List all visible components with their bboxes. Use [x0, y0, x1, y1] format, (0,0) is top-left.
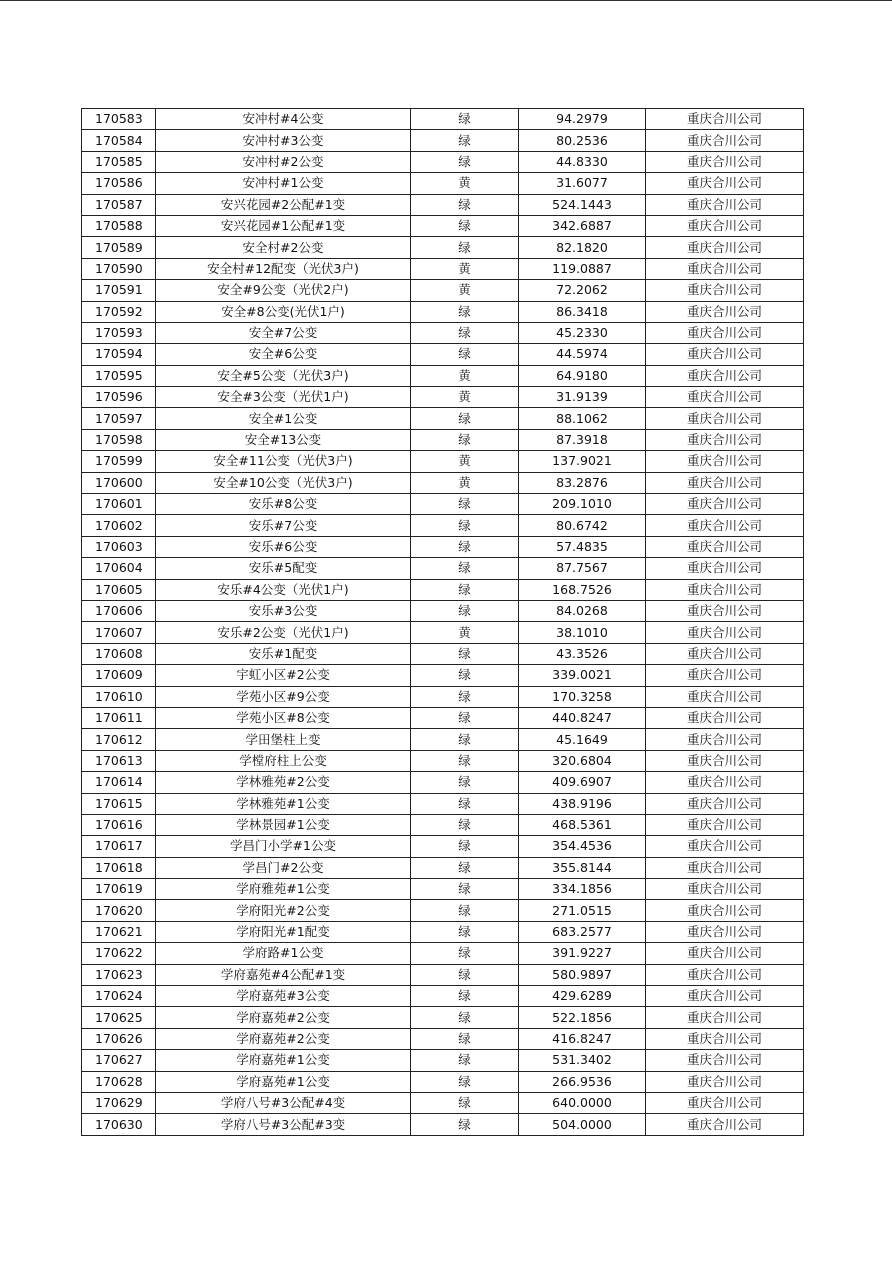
company-cell: 重庆合川公司 [646, 772, 804, 793]
value-cell: 88.1062 [519, 408, 646, 429]
table-row [82, 322, 804, 343]
transformer-name-cell: 安全#3公变（光伏1户) [156, 387, 411, 408]
company-cell: 重庆合川公司 [646, 579, 804, 600]
row-id-cell: 170619 [82, 879, 156, 900]
row-id-cell: 170616 [82, 814, 156, 835]
status-cell: 黄 [411, 280, 519, 301]
status-cell: 绿 [411, 707, 519, 728]
company-cell: 重庆合川公司 [646, 600, 804, 621]
status-cell: 绿 [411, 579, 519, 600]
row-id-cell: 170611 [82, 707, 156, 728]
transformer-name-cell: 安冲村#4公变 [156, 109, 411, 130]
table-row [82, 622, 804, 643]
company-cell: 重庆合川公司 [646, 836, 804, 857]
transformer-name-cell: 安全#10公变（光伏3户) [156, 472, 411, 493]
company-cell: 重庆合川公司 [646, 943, 804, 964]
row-id-cell: 170585 [82, 151, 156, 172]
row-id-cell: 170622 [82, 943, 156, 964]
company-cell: 重庆合川公司 [646, 643, 804, 664]
table-row [82, 344, 804, 365]
row-id-cell: 170628 [82, 1071, 156, 1092]
row-id-cell: 170609 [82, 665, 156, 686]
row-id-cell: 170590 [82, 258, 156, 279]
status-cell: 绿 [411, 665, 519, 686]
status-cell: 绿 [411, 515, 519, 536]
company-cell: 重庆合川公司 [646, 750, 804, 771]
value-cell: 320.6804 [519, 750, 646, 771]
row-id-cell: 170584 [82, 130, 156, 151]
table-row [82, 1071, 804, 1092]
page-top-border [0, 0, 892, 1]
status-cell: 绿 [411, 109, 519, 130]
company-cell: 重庆合川公司 [646, 921, 804, 942]
table-row [82, 921, 804, 942]
company-cell: 重庆合川公司 [646, 429, 804, 450]
status-cell: 绿 [411, 1114, 519, 1135]
transformer-name-cell: 学府阳光#2公变 [156, 900, 411, 921]
transformer-name-cell: 学樘府柱上公变 [156, 750, 411, 771]
row-id-cell: 170587 [82, 194, 156, 215]
company-cell: 重庆合川公司 [646, 558, 804, 579]
value-cell: 504.0000 [519, 1114, 646, 1135]
transformer-name-cell: 安冲村#2公变 [156, 151, 411, 172]
status-cell: 绿 [411, 1092, 519, 1113]
company-cell: 重庆合川公司 [646, 387, 804, 408]
status-cell: 黄 [411, 365, 519, 386]
status-cell: 绿 [411, 322, 519, 343]
transformer-name-cell: 安乐#2公变（光伏1户) [156, 622, 411, 643]
value-cell: 355.8144 [519, 857, 646, 878]
table-row [82, 857, 804, 878]
row-id-cell: 170599 [82, 451, 156, 472]
row-id-cell: 170593 [82, 322, 156, 343]
row-id-cell: 170615 [82, 793, 156, 814]
transformer-name-cell: 安全#8公变(光伏1户) [156, 301, 411, 322]
transformer-name-cell: 安全村#2公变 [156, 237, 411, 258]
table-row [82, 429, 804, 450]
table-row [82, 194, 804, 215]
company-cell: 重庆合川公司 [646, 130, 804, 151]
company-cell: 重庆合川公司 [646, 1092, 804, 1113]
status-cell: 绿 [411, 237, 519, 258]
status-cell: 绿 [411, 130, 519, 151]
row-id-cell: 170604 [82, 558, 156, 579]
company-cell: 重庆合川公司 [646, 879, 804, 900]
transformer-name-cell: 安乐#8公变 [156, 494, 411, 515]
table-row [82, 258, 804, 279]
company-cell: 重庆合川公司 [646, 301, 804, 322]
status-cell: 绿 [411, 921, 519, 942]
value-cell: 119.0887 [519, 258, 646, 279]
table-row [82, 900, 804, 921]
table-row [82, 600, 804, 621]
value-cell: 342.6887 [519, 215, 646, 236]
status-cell: 绿 [411, 643, 519, 664]
row-id-cell: 170605 [82, 579, 156, 600]
transformer-name-cell: 安兴花园#2公配#1变 [156, 194, 411, 215]
value-cell: 209.1010 [519, 494, 646, 515]
transformer-name-cell: 安全#6公变 [156, 344, 411, 365]
company-cell: 重庆合川公司 [646, 707, 804, 728]
status-cell: 绿 [411, 750, 519, 771]
transformer-name-cell: 学府嘉苑#2公变 [156, 1007, 411, 1028]
company-cell: 重庆合川公司 [646, 408, 804, 429]
transformer-name-cell: 学昌门小学#1公变 [156, 836, 411, 857]
company-cell: 重庆合川公司 [646, 173, 804, 194]
status-cell: 绿 [411, 600, 519, 621]
status-cell: 绿 [411, 408, 519, 429]
table-row [82, 558, 804, 579]
company-cell: 重庆合川公司 [646, 665, 804, 686]
table-row [82, 280, 804, 301]
transformer-name-cell: 学府嘉苑#4公配#1变 [156, 964, 411, 985]
status-cell: 黄 [411, 173, 519, 194]
value-cell: 409.6907 [519, 772, 646, 793]
row-id-cell: 170586 [82, 173, 156, 194]
table-row [82, 536, 804, 557]
row-id-cell: 170600 [82, 472, 156, 493]
company-cell: 重庆合川公司 [646, 900, 804, 921]
value-cell: 80.6742 [519, 515, 646, 536]
value-cell: 83.2876 [519, 472, 646, 493]
table-row [82, 814, 804, 835]
company-cell: 重庆合川公司 [646, 365, 804, 386]
company-cell: 重庆合川公司 [646, 857, 804, 878]
transformer-name-cell: 安全村#12配变（光伏3户) [156, 258, 411, 279]
transformer-name-cell: 学苑小区#9公变 [156, 686, 411, 707]
value-cell: 84.0268 [519, 600, 646, 621]
company-cell: 重庆合川公司 [646, 686, 804, 707]
row-id-cell: 170618 [82, 857, 156, 878]
value-cell: 683.2577 [519, 921, 646, 942]
table-row [82, 109, 804, 130]
table-row [82, 301, 804, 322]
status-cell: 绿 [411, 986, 519, 1007]
row-id-cell: 170627 [82, 1050, 156, 1071]
row-id-cell: 170591 [82, 280, 156, 301]
company-cell: 重庆合川公司 [646, 1050, 804, 1071]
table-row [82, 707, 804, 728]
row-id-cell: 170603 [82, 536, 156, 557]
value-cell: 57.4835 [519, 536, 646, 557]
transformer-table [81, 108, 804, 1136]
company-cell: 重庆合川公司 [646, 622, 804, 643]
row-id-cell: 170626 [82, 1028, 156, 1049]
status-cell: 绿 [411, 558, 519, 579]
transformer-name-cell: 宇虹小区#2公变 [156, 665, 411, 686]
transformer-name-cell: 安乐#3公变 [156, 600, 411, 621]
table-row [82, 836, 804, 857]
transformer-name-cell: 安兴花园#1公配#1变 [156, 215, 411, 236]
status-cell: 绿 [411, 536, 519, 557]
value-cell: 429.6289 [519, 986, 646, 1007]
table-row [82, 151, 804, 172]
table-row [82, 943, 804, 964]
table-row [82, 451, 804, 472]
value-cell: 438.9196 [519, 793, 646, 814]
company-cell: 重庆合川公司 [646, 814, 804, 835]
transformer-name-cell: 学府阳光#1配变 [156, 921, 411, 942]
status-cell: 绿 [411, 151, 519, 172]
table-row [82, 365, 804, 386]
table-row [82, 686, 804, 707]
row-id-cell: 170594 [82, 344, 156, 365]
value-cell: 82.1820 [519, 237, 646, 258]
transformer-name-cell: 安全#7公变 [156, 322, 411, 343]
value-cell: 44.5974 [519, 344, 646, 365]
value-cell: 354.4536 [519, 836, 646, 857]
status-cell: 绿 [411, 215, 519, 236]
value-cell: 137.9021 [519, 451, 646, 472]
value-cell: 80.2536 [519, 130, 646, 151]
company-cell: 重庆合川公司 [646, 986, 804, 1007]
status-cell: 绿 [411, 814, 519, 835]
transformer-name-cell: 学林雅苑#2公变 [156, 772, 411, 793]
row-id-cell: 170597 [82, 408, 156, 429]
table-row [82, 793, 804, 814]
company-cell: 重庆合川公司 [646, 451, 804, 472]
status-cell: 绿 [411, 1050, 519, 1071]
company-cell: 重庆合川公司 [646, 1114, 804, 1135]
value-cell: 64.9180 [519, 365, 646, 386]
company-cell: 重庆合川公司 [646, 194, 804, 215]
table-row [82, 237, 804, 258]
transformer-name-cell: 安冲村#1公变 [156, 173, 411, 194]
value-cell: 522.1856 [519, 1007, 646, 1028]
company-cell: 重庆合川公司 [646, 322, 804, 343]
status-cell: 绿 [411, 879, 519, 900]
status-cell: 绿 [411, 1071, 519, 1092]
value-cell: 334.1856 [519, 879, 646, 900]
row-id-cell: 170617 [82, 836, 156, 857]
company-cell: 重庆合川公司 [646, 258, 804, 279]
table-row [82, 215, 804, 236]
row-id-cell: 170596 [82, 387, 156, 408]
row-id-cell: 170624 [82, 986, 156, 1007]
transformer-name-cell: 安全#5公变（光伏3户) [156, 365, 411, 386]
table-row [82, 173, 804, 194]
row-id-cell: 170623 [82, 964, 156, 985]
table-row [82, 750, 804, 771]
row-id-cell: 170612 [82, 729, 156, 750]
transformer-name-cell: 学府八号#3公配#4变 [156, 1092, 411, 1113]
transformer-name-cell: 安全#13公变 [156, 429, 411, 450]
table-row [82, 1028, 804, 1049]
company-cell: 重庆合川公司 [646, 1071, 804, 1092]
table-row [82, 579, 804, 600]
transformer-name-cell: 学田堡柱上变 [156, 729, 411, 750]
row-id-cell: 170606 [82, 600, 156, 621]
company-cell: 重庆合川公司 [646, 280, 804, 301]
value-cell: 266.9536 [519, 1071, 646, 1092]
value-cell: 468.5361 [519, 814, 646, 835]
row-id-cell: 170610 [82, 686, 156, 707]
company-cell: 重庆合川公司 [646, 494, 804, 515]
company-cell: 重庆合川公司 [646, 109, 804, 130]
row-id-cell: 170601 [82, 494, 156, 515]
company-cell: 重庆合川公司 [646, 344, 804, 365]
table-row [82, 387, 804, 408]
value-cell: 86.3418 [519, 301, 646, 322]
value-cell: 531.3402 [519, 1050, 646, 1071]
transformer-name-cell: 学林景园#1公变 [156, 814, 411, 835]
row-id-cell: 170621 [82, 921, 156, 942]
table-row [82, 1050, 804, 1071]
transformer-name-cell: 学府雅苑#1公变 [156, 879, 411, 900]
transformer-name-cell: 学林雅苑#1公变 [156, 793, 411, 814]
status-cell: 绿 [411, 793, 519, 814]
table-row [82, 986, 804, 1007]
company-cell: 重庆合川公司 [646, 1028, 804, 1049]
row-id-cell: 170592 [82, 301, 156, 322]
company-cell: 重庆合川公司 [646, 1007, 804, 1028]
table-row [82, 665, 804, 686]
row-id-cell: 170583 [82, 109, 156, 130]
company-cell: 重庆合川公司 [646, 472, 804, 493]
value-cell: 87.3918 [519, 429, 646, 450]
status-cell: 黄 [411, 622, 519, 643]
value-cell: 87.7567 [519, 558, 646, 579]
value-cell: 43.3526 [519, 643, 646, 664]
table-row [82, 1092, 804, 1113]
transformer-name-cell: 安乐#1配变 [156, 643, 411, 664]
status-cell: 绿 [411, 772, 519, 793]
status-cell: 绿 [411, 729, 519, 750]
value-cell: 45.1649 [519, 729, 646, 750]
value-cell: 271.0515 [519, 900, 646, 921]
status-cell: 黄 [411, 451, 519, 472]
transformer-name-cell: 安全#9公变（光伏2户) [156, 280, 411, 301]
table-row [82, 879, 804, 900]
table-row [82, 1114, 804, 1135]
transformer-name-cell: 学府嘉苑#3公变 [156, 986, 411, 1007]
company-cell: 重庆合川公司 [646, 151, 804, 172]
table-row [82, 515, 804, 536]
row-id-cell: 170620 [82, 900, 156, 921]
value-cell: 44.8330 [519, 151, 646, 172]
status-cell: 绿 [411, 900, 519, 921]
table-row [82, 643, 804, 664]
transformer-name-cell: 学府嘉苑#1公变 [156, 1050, 411, 1071]
transformer-name-cell: 学府嘉苑#2公变 [156, 1028, 411, 1049]
company-cell: 重庆合川公司 [646, 964, 804, 985]
status-cell: 绿 [411, 301, 519, 322]
table-row [82, 130, 804, 151]
value-cell: 640.0000 [519, 1092, 646, 1113]
status-cell: 绿 [411, 857, 519, 878]
table-row [82, 1007, 804, 1028]
row-id-cell: 170625 [82, 1007, 156, 1028]
transformer-name-cell: 学府路#1公变 [156, 943, 411, 964]
row-id-cell: 170588 [82, 215, 156, 236]
table-row [82, 964, 804, 985]
table-row [82, 772, 804, 793]
table-row [82, 472, 804, 493]
status-cell: 黄 [411, 472, 519, 493]
transformer-name-cell: 安全#11公变（光伏3户) [156, 451, 411, 472]
table-body [82, 109, 804, 1136]
status-cell: 绿 [411, 194, 519, 215]
status-cell: 绿 [411, 1028, 519, 1049]
value-cell: 38.1010 [519, 622, 646, 643]
value-cell: 94.2979 [519, 109, 646, 130]
row-id-cell: 170595 [82, 365, 156, 386]
table-row [82, 408, 804, 429]
row-id-cell: 170607 [82, 622, 156, 643]
row-id-cell: 170598 [82, 429, 156, 450]
value-cell: 31.9139 [519, 387, 646, 408]
value-cell: 72.2062 [519, 280, 646, 301]
transformer-name-cell: 安乐#7公变 [156, 515, 411, 536]
value-cell: 440.8247 [519, 707, 646, 728]
company-cell: 重庆合川公司 [646, 237, 804, 258]
row-id-cell: 170602 [82, 515, 156, 536]
row-id-cell: 170613 [82, 750, 156, 771]
transformer-name-cell: 学府嘉苑#1公变 [156, 1071, 411, 1092]
status-cell: 绿 [411, 943, 519, 964]
transformer-name-cell: 学苑小区#8公变 [156, 707, 411, 728]
transformer-name-cell: 安全#1公变 [156, 408, 411, 429]
status-cell: 黄 [411, 258, 519, 279]
transformer-name-cell: 学昌门#2公变 [156, 857, 411, 878]
row-id-cell: 170629 [82, 1092, 156, 1113]
value-cell: 580.9897 [519, 964, 646, 985]
value-cell: 339.0021 [519, 665, 646, 686]
transformer-name-cell: 安乐#4公变（光伏1户) [156, 579, 411, 600]
value-cell: 524.1443 [519, 194, 646, 215]
row-id-cell: 170608 [82, 643, 156, 664]
status-cell: 绿 [411, 494, 519, 515]
value-cell: 45.2330 [519, 322, 646, 343]
status-cell: 绿 [411, 964, 519, 985]
status-cell: 黄 [411, 387, 519, 408]
row-id-cell: 170614 [82, 772, 156, 793]
transformer-name-cell: 安乐#6公变 [156, 536, 411, 557]
value-cell: 168.7526 [519, 579, 646, 600]
company-cell: 重庆合川公司 [646, 536, 804, 557]
status-cell: 绿 [411, 686, 519, 707]
value-cell: 31.6077 [519, 173, 646, 194]
status-cell: 绿 [411, 344, 519, 365]
value-cell: 416.8247 [519, 1028, 646, 1049]
company-cell: 重庆合川公司 [646, 215, 804, 236]
transformer-name-cell: 安冲村#3公变 [156, 130, 411, 151]
status-cell: 绿 [411, 836, 519, 857]
company-cell: 重庆合川公司 [646, 515, 804, 536]
value-cell: 170.3258 [519, 686, 646, 707]
company-cell: 重庆合川公司 [646, 793, 804, 814]
row-id-cell: 170630 [82, 1114, 156, 1135]
status-cell: 绿 [411, 429, 519, 450]
transformer-name-cell: 学府八号#3公配#3变 [156, 1114, 411, 1135]
table-row [82, 729, 804, 750]
table-row [82, 494, 804, 515]
value-cell: 391.9227 [519, 943, 646, 964]
row-id-cell: 170589 [82, 237, 156, 258]
transformer-name-cell: 安乐#5配变 [156, 558, 411, 579]
company-cell: 重庆合川公司 [646, 729, 804, 750]
status-cell: 绿 [411, 1007, 519, 1028]
